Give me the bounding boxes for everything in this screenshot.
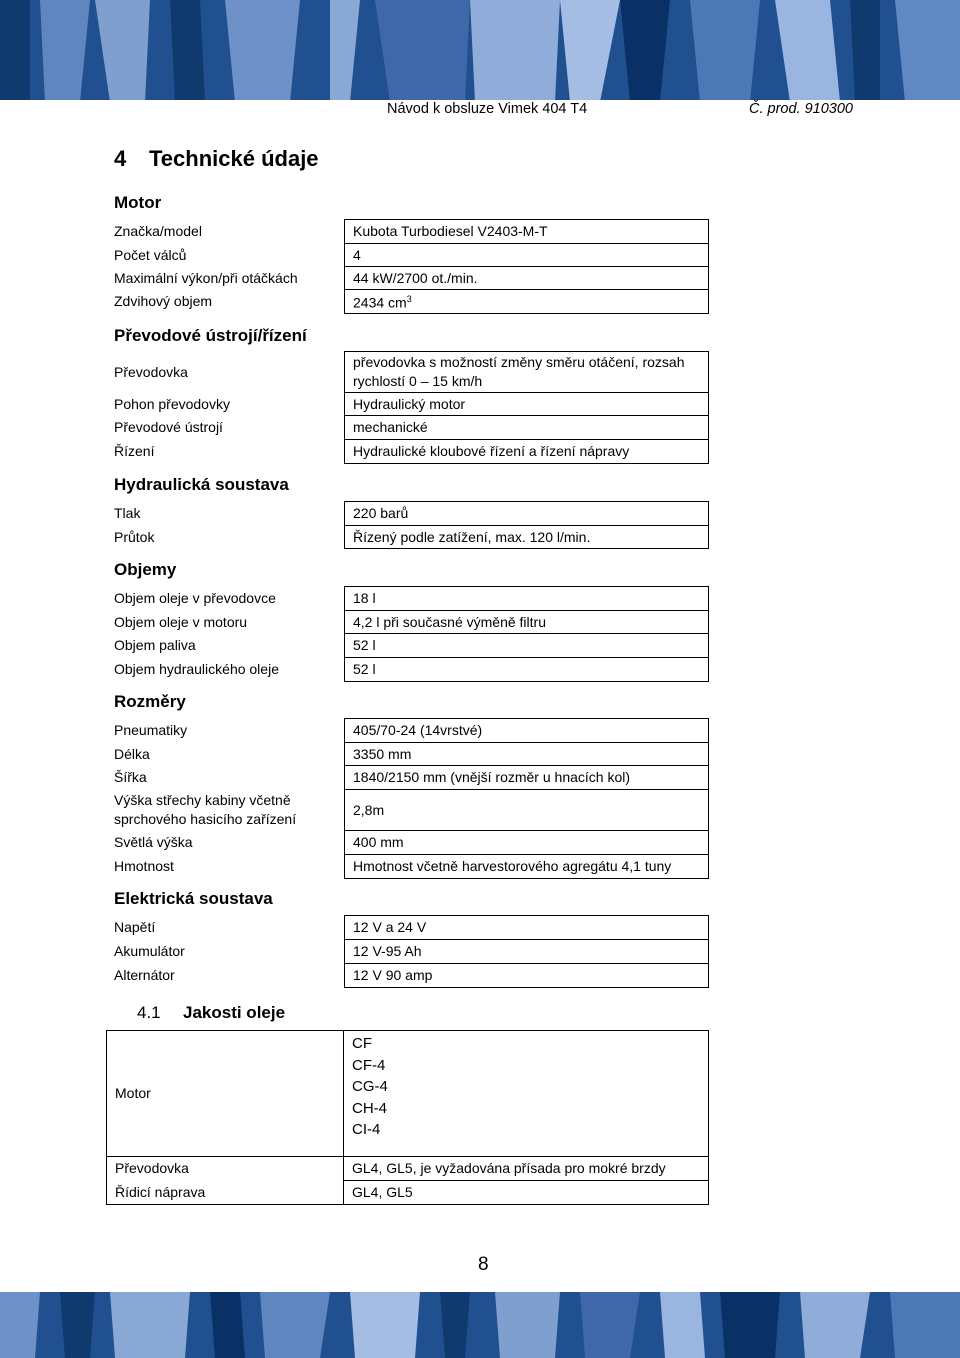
- row-value: 1840/2150 mm (vnější rozměr u hnacích kol): [345, 766, 709, 790]
- row-value: GL4, GL5, je vyžadována přísada pro mokré brzdy: [344, 1157, 709, 1181]
- row-label: Světlá výška: [114, 834, 193, 850]
- table-row: [106, 634, 709, 658]
- product-number: Č. prod. 910300: [749, 101, 853, 117]
- table-row: [106, 916, 709, 940]
- chapter-number: 4: [114, 146, 127, 171]
- row-label: Hmotnost: [114, 858, 174, 874]
- row-value: 12 V-95 Ah: [345, 940, 709, 964]
- row-label: Délka: [114, 745, 150, 762]
- volumes-table: [106, 586, 709, 682]
- row-label: Tlak: [114, 505, 141, 521]
- row-value: 2,8m: [345, 790, 709, 831]
- table-row: [106, 267, 709, 290]
- table-row: [106, 352, 709, 393]
- row-label: Pneumatiky: [114, 722, 188, 738]
- document-title: Návod k obsluze Vimek 404 T4: [387, 101, 588, 117]
- section-title-electrical: Elektrická soustava: [114, 889, 273, 908]
- row-label: Objem paliva: [114, 637, 196, 653]
- table-row: [106, 611, 709, 634]
- row-value: mechanické: [345, 416, 709, 440]
- table-row: [106, 502, 709, 526]
- header-banner: [0, 0, 960, 102]
- row-label: Průtok: [114, 528, 155, 545]
- row-label: Alternátor: [114, 967, 175, 983]
- row-value: 12 V 90 amp: [345, 964, 709, 988]
- row-label: Převodovka: [107, 1157, 344, 1181]
- row-label: Objem hydraulického oleje: [114, 661, 279, 677]
- subsection-title: Jakosti oleje: [183, 1003, 286, 1022]
- row-value: 4,2 l při současné výměně filtru: [345, 611, 709, 634]
- oil-grade: CI-4: [352, 1121, 381, 1138]
- table-row: [107, 1157, 709, 1181]
- row-value: 3350 mm: [345, 743, 709, 766]
- row-value: převodovka s možností změny směru otáčení, rozsah rychlostí 0 – 15 km/h: [345, 352, 709, 393]
- table-row: [107, 1031, 709, 1157]
- row-label: Převodovka: [114, 363, 188, 380]
- table-row: [106, 940, 709, 964]
- row-value: Kubota Turbodiesel V2403-M-T: [345, 220, 709, 244]
- row-value: 405/70-24 (14vrstvé): [345, 719, 709, 743]
- row-label: Napětí: [114, 919, 156, 935]
- row-value: 220 barů: [345, 502, 709, 526]
- table-row: [106, 440, 709, 464]
- row-label: Převodové ústrojí: [114, 419, 223, 435]
- subsection-heading: [137, 1003, 285, 1023]
- row-label: Akumulátor: [114, 943, 185, 959]
- table-row: [106, 416, 709, 440]
- dimensions-table: [106, 718, 709, 879]
- motor-table: [106, 219, 709, 314]
- row-label: Objem oleje v motoru: [114, 613, 248, 630]
- oil-grade: CF: [352, 1035, 372, 1052]
- table-row: [106, 719, 709, 743]
- oil-grade: CF-4: [352, 1056, 386, 1074]
- row-value: GL4, GL5: [344, 1181, 709, 1205]
- table-row: [106, 244, 709, 267]
- table-row: [107, 1181, 709, 1205]
- row-label: Motor: [107, 1031, 344, 1157]
- chapter-title: Technické údaje: [149, 146, 319, 171]
- table-row: [106, 658, 709, 682]
- table-row: [106, 855, 709, 879]
- table-row: [106, 790, 709, 831]
- value-text: 2434 cm: [353, 294, 407, 311]
- table-row: [106, 393, 709, 416]
- row-value: Hmotnost včetně harvestorového agregátu 4,1 tuny: [345, 855, 709, 879]
- value-superscript: 3: [406, 294, 412, 305]
- hydraulic-table: [106, 501, 709, 549]
- electrical-table: [106, 915, 709, 988]
- row-value: 44 kW/2700 ot./min.: [345, 267, 709, 290]
- row-value: Hydraulické kloubové řízení a řízení nápravy: [345, 440, 709, 464]
- row-label: Zdvihový objem: [114, 293, 213, 309]
- chapter-heading: [114, 146, 319, 172]
- row-label: Výška střechy kabiny včetně sprchového hasicího zařízení: [114, 792, 297, 827]
- table-row: [106, 587, 709, 611]
- table-row: [106, 743, 709, 766]
- subsection-number: 4.1: [137, 1003, 161, 1022]
- row-value: 52 l: [345, 658, 709, 682]
- row-value: Hydraulický motor: [345, 393, 709, 416]
- section-title-drivetrain: Převodové ústrojí/řízení: [114, 326, 307, 345]
- page-number: 8: [478, 1254, 489, 1275]
- row-value: 12 V a 24 V: [345, 916, 709, 940]
- section-title-hydraulic: Hydraulická soustava: [114, 475, 289, 494]
- motor-oil-grades: [344, 1031, 709, 1157]
- table-row: [106, 964, 709, 988]
- oil-quality-table: [106, 1030, 709, 1205]
- drivetrain-table: [106, 351, 709, 464]
- row-label: Řízení: [114, 443, 155, 459]
- row-value: 18 l: [345, 587, 709, 611]
- row-value: 4: [345, 244, 709, 267]
- row-value: 52 l: [345, 634, 709, 658]
- table-row: [106, 220, 709, 244]
- row-label: Značka/model: [114, 223, 202, 239]
- table-row: [106, 766, 709, 790]
- row-label: Objem oleje v převodovce: [114, 590, 276, 606]
- row-label: Počet válců: [114, 246, 187, 263]
- table-row: [106, 290, 709, 314]
- section-title-volumes: Objemy: [114, 560, 177, 579]
- oil-grade: CG-4: [352, 1078, 388, 1095]
- table-row: [106, 831, 709, 855]
- section-title-dimensions: Rozměry: [114, 692, 186, 711]
- row-value: 400 mm: [345, 831, 709, 855]
- row-label: Pohon převodovky: [114, 395, 230, 412]
- oil-grade: CH-4: [352, 1099, 388, 1117]
- row-value: [345, 290, 709, 314]
- row-label: Řídicí náprava: [107, 1181, 344, 1205]
- row-label: Maximální výkon/při otáčkách: [114, 269, 298, 286]
- section-title-motor: Motor: [114, 193, 162, 212]
- table-row: [106, 526, 709, 549]
- row-value: Řízený podle zatížení, max. 120 l/min.: [345, 526, 709, 549]
- footer-banner: [0, 1292, 960, 1358]
- row-label: Šířka: [114, 769, 147, 785]
